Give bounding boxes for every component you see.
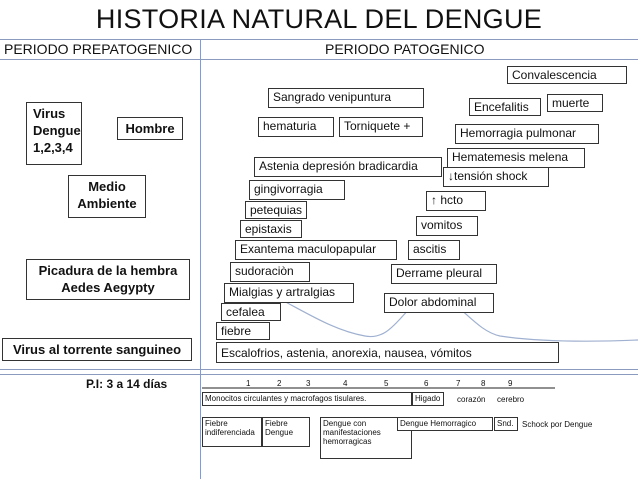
convalescencia-box: Convalescencia [507,66,627,84]
class-fiebre-dengue: Fiebre Dengue [262,417,310,447]
tick-5: 5 [384,379,389,388]
hcto-box: ↑ hcto [426,191,486,211]
dolor-abdominal-box: Dolor abdominal [384,293,494,313]
picadura-box: Picadura de la hembra Aedes Aegypty [26,259,190,300]
virus-dengue-box: Virus Dengue 1,2,3,4 [26,102,82,165]
periodo-incubacion: P.I: 3 a 14 días [86,377,168,391]
hombre-box: Hombre [117,117,183,140]
astenia-depresion-box: Astenia depresión bradicardia [254,157,442,177]
vomitos-box: vomitos [416,216,478,236]
class-dengue-manifestaciones: Dengue con manifestaciones hemorragicas [320,417,412,459]
hematuria-box: hematuria [258,117,334,137]
derrame-box: Derrame pleural [391,264,497,284]
gingivorragia-box: gingivorragia [249,180,345,200]
class-schock-dengue: Schock por Dengue [522,420,593,429]
organ-higado: Higado [412,392,444,406]
fiebre-box: fiebre [216,322,270,340]
cefalea-box: cefalea [221,303,281,321]
sudoracion-box: sudoraciòn [230,262,310,282]
encefalitis-box: Encefalitis [469,98,541,116]
sangrado-box: Sangrado venipuntura [268,88,424,108]
tick-6: 6 [424,379,429,388]
escalofrios-box: Escalofrios, astenia, anorexia, nausea, vómitos [216,342,559,363]
tick-9: 9 [508,379,513,388]
exantema-box: Exantema maculopapular [235,240,397,260]
period-prepatogenico: PERIODO PREPATOGENICO [4,41,193,57]
organ-monocitos: Monocitos circulantes y macrofagos tisulares. [202,392,412,406]
hematemesis-box: Hematemesis melena [447,148,585,168]
mialgias-box: Mialgias y artralgias [224,283,354,303]
epistaxis-box: epistaxis [240,220,302,238]
tick-4: 4 [343,379,348,388]
class-fiebre-indiferenciada: Fiebre indiferenciada [202,417,262,447]
page-title: HISTORIA NATURAL DEL DENGUE [95,4,543,34]
ascitis-box: ascitis [408,240,460,260]
tick-3: 3 [306,379,311,388]
torrente-box: Virus al torrente sanguineo [2,338,192,361]
medio-ambiente-box: Medio Ambiente [68,175,146,218]
muerte-box: muerte [547,94,603,112]
tension-shock-box: ↓tensión shock [443,167,549,187]
class-dengue-hemorragico: Dengue Hemorragico [397,417,493,431]
petequias-box: petequias [245,201,307,219]
tick-8: 8 [481,379,486,388]
organ-cerebro: cerebro [497,395,525,404]
organ-corazon: corazón [457,395,486,404]
tick-1: 1 [246,379,251,388]
period-patogenico: PERIODO PATOGENICO [325,41,485,57]
tick-2: 2 [277,379,282,388]
class-snd: Snd. [494,417,518,431]
tick-7: 7 [456,379,461,388]
torniquete-box: Torniquete + [339,117,423,137]
hemorragia-pulmonar-box: Hemorragia pulmonar [455,124,599,144]
